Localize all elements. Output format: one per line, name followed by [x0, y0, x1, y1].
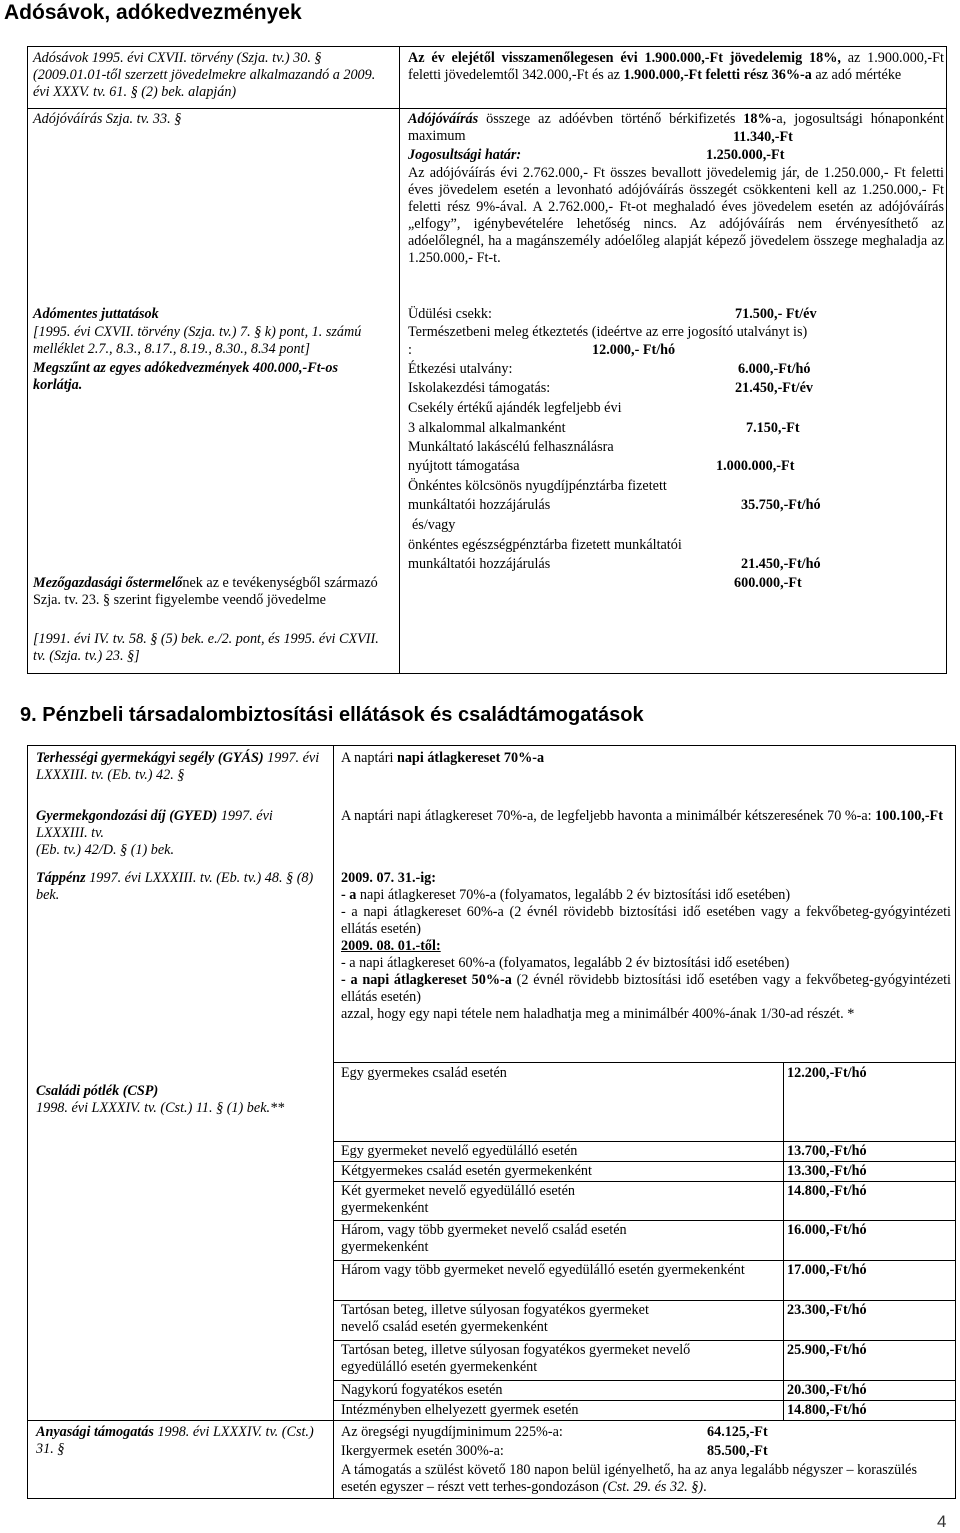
gyed-text-b: 100.100,-Ft — [875, 808, 943, 824]
jogosultsagi-hatar-label: Jogosultsági határ: — [408, 147, 522, 163]
tappenz-line4-n: (2 évnél rövidebb biztosítási idő esetében vagy a fekvőbeteg-gyógyintézeti ellátás esetén) — [341, 972, 952, 1005]
csp-row-label: Egy gyermekes család esetén — [341, 1065, 507, 1081]
tappenz-line2: - a napi átlagkereset 60%-a (2 évnél rövidebb biztosítási idő esetében vagy a fekvőbeteg-gyógyintézeti ellátás esetén) — [341, 904, 951, 937]
iskolakezdesi-label: Iskolakezdési támogatás: — [408, 380, 551, 396]
anyasagi-text-n: A támogatás a szülést követő 180 napon belül igényelhető, ha az anya legalább négyszer – koraszülés esetén egyszer – részt vett terhes-gondozáson — [341, 1462, 917, 1495]
anyasagi-text — [341, 1462, 947, 1496]
csp-row-divider — [333, 1400, 956, 1401]
table2-right-border — [955, 745, 956, 1499]
table2-left-border — [27, 745, 28, 1499]
tappenz-line5: azzal, hogy egy napi tétele nem haladhatja meg a minimálbér 400%-ának 1/30-ad részét. * — [341, 1006, 855, 1022]
egeszsegpenztar-value: 21.450,-Ft/hó — [741, 556, 821, 572]
csp-row-label: Tartósan beteg, illetve súlyosan fogyatékos gyermeket nevelő család esetén gyermekenként — [341, 1302, 649, 1335]
table2-mid-border — [333, 745, 334, 1499]
csp-row-label: Intézményben elhelyezett gyermek esetén — [341, 1402, 579, 1418]
tappenz-label-ref: 1997. évi LXXXIII. tv. (Eb. tv.) 48. § (8) bek. — [36, 870, 314, 903]
lakascelu-label-2: nyújtott támogatása — [408, 458, 520, 474]
termeszetbeni-colon: : — [408, 342, 412, 358]
csp-value-column-border — [783, 1062, 784, 1420]
adosavok-text-n2: az adó mértéke — [811, 67, 902, 83]
csp-label-title: Családi pótlék (CSP) — [36, 1083, 159, 1099]
anyasagi-line2-value: 85.500,-Ft — [707, 1443, 768, 1459]
nyugdijpenztar-label-2: munkáltatói hozzájárulás — [408, 497, 551, 513]
csekely-value: 7.150,-Ft — [746, 420, 800, 436]
iskolakezdesi-value: 21.450,-Ft/év — [735, 380, 814, 396]
gyed-label — [36, 808, 326, 859]
csp-row-label: Három vagy több gyermeket nevelő egyedülálló esetén gyermekenként — [341, 1262, 745, 1278]
csp-label — [36, 1083, 326, 1117]
adosavok-text-b1: Az év elejétől visszamenőlegesen évi 1.900.000,-Ft jövedelemig 18%, — [408, 50, 841, 66]
table1-mid-border — [399, 46, 400, 674]
termeszetbeni-value: 12.000,- Ft/hó — [592, 342, 676, 358]
csp-row-value: 17.000,-Ft/hó — [787, 1262, 867, 1278]
lakascelu-label-1: Munkáltató lakáscélú felhasználásra — [408, 439, 614, 455]
table1-left-border — [27, 46, 28, 674]
lakascelu-value: 1.000.000,-Ft — [716, 458, 795, 474]
csp-row-value: 23.300,-Ft/hó — [787, 1302, 867, 1318]
adomentes-title: Adómentes juttatások — [33, 306, 159, 322]
gyas-label-title: Terhességi gyermekágyi segély (GYÁS) — [36, 750, 264, 766]
tappenz-label — [36, 870, 326, 904]
anyasagi-label-ref: 1998. évi LXXXIV. tv. (Cst.) 31. § — [36, 1424, 314, 1457]
adomentes-ref: [1995. évi CXVII. törvény (Szja. tv.) 7. § k) pont, 1. számú melléklet 2.7., 8.3., 8.17., 8.19., 8.30., 8.34 pont] — [33, 324, 362, 357]
csp-row-value: 25.900,-Ft/hó — [787, 1342, 867, 1358]
adosavok-text — [408, 50, 944, 84]
tappenz-date2: 2009. 08. 01.-től: — [341, 938, 441, 954]
section-heading: 9. Pénzbeli társadalombiztosítási ellátások és családtámogatások — [20, 704, 644, 726]
adojovairas-text-n1: összege az adóévben történő bérkifizetés — [478, 111, 744, 127]
table1-row-divider — [27, 108, 947, 109]
etkezesi-value: 6.000,-Ft/hó — [738, 361, 811, 377]
adojovairas-text-n2: -a, jogosultsági hónaponként maximum — [408, 111, 944, 144]
adojovairas-label: Adójóváírás Szja. tv. 33. § — [33, 111, 182, 127]
mezogazdasagi-label — [33, 575, 389, 609]
nyugdijpenztar-value: 35.750,-Ft/hó — [741, 497, 821, 513]
anyasagi-text-end: . — [703, 1479, 707, 1495]
adojovairas-text-b1: 18% — [743, 111, 772, 127]
gyed-text — [341, 808, 949, 825]
csp-row-label: Egy gyermeket nevelő egyedülálló esetén — [341, 1143, 578, 1159]
csp-row-divider — [333, 1062, 956, 1063]
csp-row-divider — [333, 1340, 956, 1341]
table2-bottom-border — [27, 1498, 956, 1499]
anyasagi-label — [36, 1424, 326, 1458]
page-number: 4 — [937, 1512, 947, 1531]
mezogazdasagi-ref: [1991. évi IV. tv. 58. § (5) bek. e./2. pont, és 1995. évi CXVII. tv. (Szja. tv.) 23. §] — [33, 631, 379, 664]
gyed-label-title: Gyermekgondozási díj (GYED) — [36, 808, 218, 824]
anyasagi-label-title: Anyasági támogatás — [36, 1424, 154, 1440]
anyasagi-divider — [27, 1420, 956, 1421]
csp-row-divider — [333, 1161, 956, 1162]
nyugdijpenztar-label-1: Önkéntes kölcsönös nyugdíjpénztárba fizetett — [408, 478, 667, 494]
csp-row-divider — [333, 1181, 956, 1182]
csp-row-value: 20.300,-Ft/hó — [787, 1382, 867, 1398]
gyas-label — [36, 750, 326, 784]
adojovairas-text — [408, 111, 944, 145]
mezogazdasagi-label-rest: nek az e tevékenységből származó Szja. tv. 23. § szerint figyelembe veendő jövedelme — [33, 575, 378, 608]
tappenz-label-title: Táppénz — [36, 870, 86, 886]
csp-row-divider — [333, 1260, 956, 1261]
table1-bottom-border — [27, 673, 947, 674]
tappenz-line1 — [341, 887, 951, 904]
csp-row-value: 16.000,-Ft/hó — [787, 1222, 867, 1238]
tappenz-line1-n: napi átlagkereset 70%-a (folyamatos, legalább 2 év biztosítási idő esetében) — [356, 887, 791, 903]
csp-row-label: Három, vagy több gyermeket nevelő család esetén gyermekenként — [341, 1222, 627, 1255]
page-title: Adósávok, adókedvezmények — [4, 1, 302, 24]
csekely-label-1: Csekély értékű ajándék legfeljebb évi — [408, 400, 622, 416]
csp-row-label: Nagykorú fogyatékos esetén — [341, 1382, 503, 1398]
gyas-text-b: napi átlagkereset 70%-a — [396, 750, 545, 766]
anyasagi-line1-label: Az öregségi nyugdíjminimum 225%-a: — [341, 1424, 563, 1440]
csp-row-value: 14.800,-Ft/hó — [787, 1402, 867, 1418]
mezogazdasagi-value: 600.000,-Ft — [734, 575, 802, 591]
csp-row-value: 13.300,-Ft/hó — [787, 1163, 867, 1179]
tappenz-text — [341, 870, 951, 1023]
adojovairas-max-value: 11.340,-Ft — [733, 129, 793, 145]
etkezesi-label: Étkezési utalvány: — [408, 361, 513, 377]
mezogazdasagi-label-bold: Mezőgazdasági őstermelő — [33, 575, 183, 591]
csp-row-value: 13.700,-Ft/hó — [787, 1143, 867, 1159]
csp-label-ref: 1998. évi LXXXIV. tv. (Cst.) 11. § (1) bek.** — [36, 1100, 285, 1116]
csp-row-value: 12.200,-Ft/hó — [787, 1065, 867, 1081]
egeszsegpenztar-label-2: munkáltatói hozzájárulás — [408, 556, 551, 572]
csp-row-divider — [333, 1141, 956, 1142]
anyasagi-line1-value: 64.125,-Ft — [707, 1424, 768, 1440]
anyasagi-text-i: (Cst. 29. és 32. §) — [602, 1479, 704, 1495]
anyasagi-line2-label: Ikergyermek esetén 300%-a: — [341, 1443, 504, 1459]
adosavok-text-n1: az 1.900.000,-Ft feletti jövedelemtől 342.000,-Ft és az — [408, 50, 944, 83]
csp-row-label: Két gyermeket nevelő egyedülálló esetén gyermekenként — [341, 1183, 575, 1216]
adojovairas-details: Az adójóváírás évi 2.762.000,- Ft összes bevallott jövedelemig jár, de 1.250.000,- Ft feletti éves jövedelem esetén a levonható adójóváírás összegét csökkenteni kell az 1.250.000,- Ft feletti rész 9%-ával. A 2.762.000,- Ft-ot meghaladó éves jövedelem esetén az adójóváírás „elfogy”, igénybevételére lehetőség nincs. Az adójóváírás nem érvényesíthető az adóelőlegnél, ha a magánszemély adóelőleg alapját képező jövedelem összege meghaladja az 1.250.000,- Ft-t. — [408, 165, 944, 266]
termeszetbeni-label: Természetbeni meleg étkeztetés (ideértve az erre jogosító utalványt is) — [408, 324, 808, 340]
adosavok-text-b2: 1.900.000,-Ft feletti rész 36%-a — [623, 67, 812, 83]
tappenz-line3: - a napi átlagkereset 60%-a (folyamatos, legalább 2 év biztosítási idő esetében) — [341, 955, 790, 971]
egeszsegpenztar-label-1: önkéntes egészségpénztárba fizetett munkáltatói — [408, 537, 682, 553]
csp-row-divider — [333, 1300, 956, 1301]
gyas-text — [341, 750, 949, 767]
es-vagy-label: és/vagy — [412, 517, 456, 533]
tappenz-line1-b: - a — [341, 887, 357, 903]
adomentes-note: Megszűnt az egyes adókedvezmények 400.000,-Ft-os korlátja. — [33, 360, 338, 393]
gyed-label-ref1: 1997. évi LXXXIII. tv. — [36, 808, 273, 841]
adojovairas-text-i: Adójóváírás — [408, 111, 479, 127]
csp-row-divider — [333, 1220, 956, 1221]
udulesi-csekk-label: Üdülési csekk: — [408, 306, 492, 322]
gyed-text-n: A naptári napi átlagkereset 70%-a, de legfeljebb havonta a minimálbér kétszeresének 70 %-a: — [341, 808, 876, 824]
gyas-text-n: A naptári — [341, 750, 397, 766]
udulesi-csekk-value: 71.500,- Ft/év — [735, 306, 817, 322]
adosavok-label: Adósávok 1995. évi CXVII. törvény (Szja. tv.) 30. § (2009.01.01-től szerzett jövedelmekre alkalmazandó a 2009. évi XXXV. tv. 61. § (2) bek. alapján) — [33, 50, 376, 100]
csp-row-value: 14.800,-Ft/hó — [787, 1183, 867, 1199]
csp-row-divider — [333, 1380, 956, 1381]
csp-row-label: Tartósan beteg, illetve súlyosan fogyatékos gyermeket nevelő egyedülálló esetén gyermekenként — [341, 1342, 691, 1375]
tappenz-line4-b: - a napi átlagkereset 50%-a — [341, 972, 512, 988]
gyas-label-ref: 1997. évi LXXXIII. tv. (Eb. tv.) 42. § — [36, 750, 320, 783]
jogosultsagi-hatar-value: 1.250.000,-Ft — [706, 147, 785, 163]
gyed-label-ref2: (Eb. tv.) 42/D. § (1) bek. — [36, 842, 175, 858]
csekely-label-2: 3 alkalommal alkalmanként — [408, 420, 566, 436]
tappenz-date1: 2009. 07. 31.-ig: — [341, 870, 436, 886]
table1-right-border — [946, 46, 947, 674]
tappenz-line4 — [341, 972, 951, 1006]
csp-row-label: Kétgyermekes család esetén gyermekenként — [341, 1163, 592, 1179]
table2-top-border — [27, 745, 956, 746]
table1-top-border — [27, 46, 946, 47]
